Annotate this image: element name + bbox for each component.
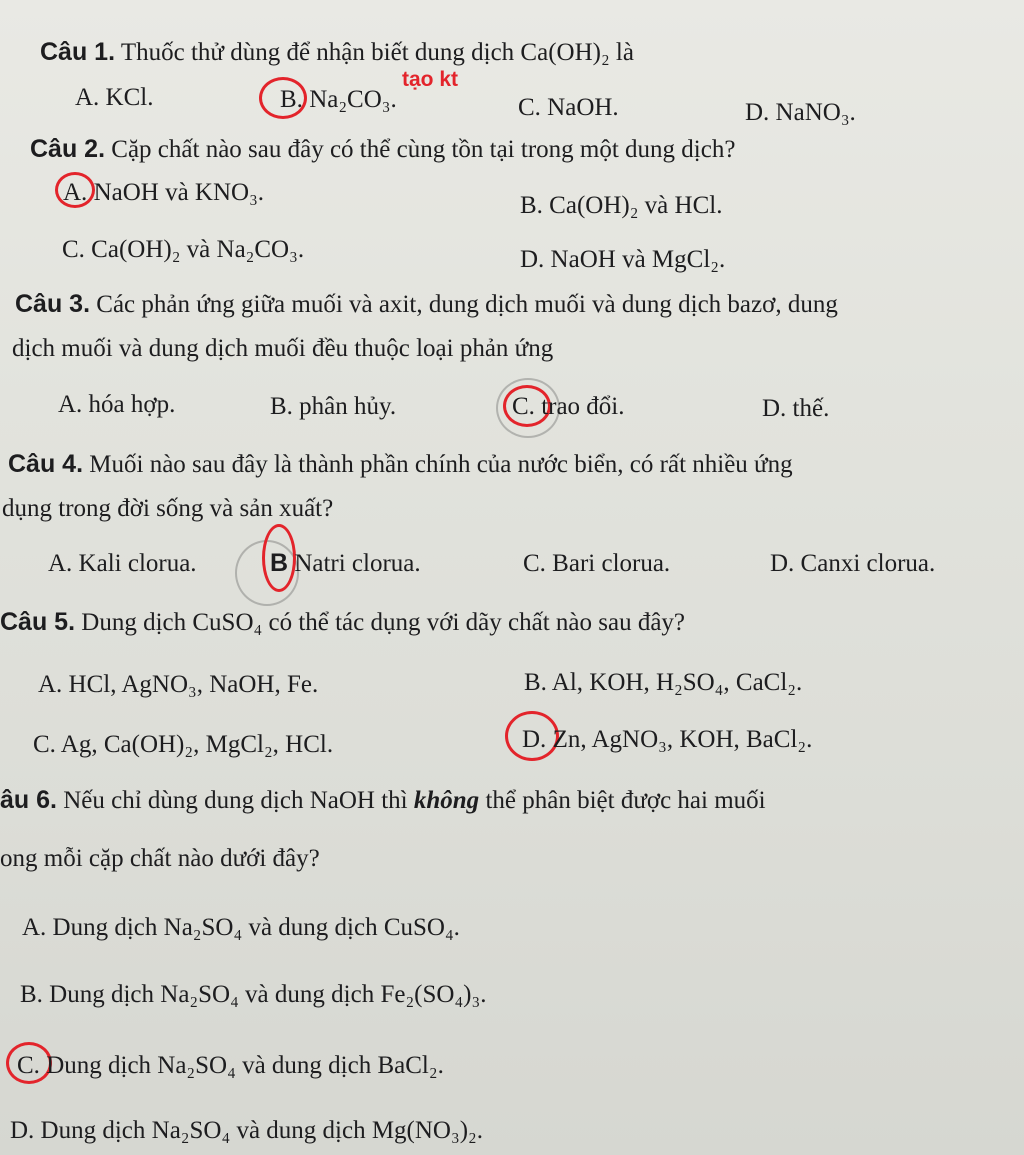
q4-option-b-label: B — [270, 549, 289, 577]
q2-option-a — [63, 180, 264, 205]
q4-option-b-text: Natri clorua. — [294, 550, 421, 577]
q5-option-d-label: D. — [522, 726, 547, 753]
handwritten-note: tạo kt — [402, 68, 459, 91]
question-4 — [8, 452, 793, 477]
q3-option-a: A. hóa hợp. — [58, 391, 176, 418]
q1-option-b-label: B. — [280, 86, 303, 113]
q5-option-d-text: Zn, AgNO₃, KOH, BaCl₂. — [552, 726, 813, 753]
q6-option-c-text: Dung dịch Na₂SO₄ và dung dịch BaCl₂. — [46, 1052, 444, 1079]
question-6-text-emphasis: không — [413, 787, 480, 814]
q4-option-c: C. Bari clorua. — [523, 550, 671, 577]
q2-option-a-label: A. — [63, 179, 88, 206]
q1-option-d: D. NaNO₃. — [745, 99, 856, 126]
question-5-label: Câu 5. — [0, 608, 76, 636]
q2-option-d: D. NaOH và MgCl₂. — [520, 246, 726, 273]
q3-option-b: B. phân hủy. — [270, 393, 397, 420]
question-3-text-line2: dịch muối và dung dịch muối đều thuộc loại phản ứng — [12, 335, 554, 362]
q3-option-c-text: trao đổi. — [541, 393, 625, 420]
q6-option-c-label: C. — [17, 1052, 40, 1079]
question-6-text-pre: Nếu chỉ dùng dung dịch NaOH thì — [63, 787, 408, 814]
q6-option-a: A. Dung dịch Na₂SO₄ và dung dịch CuSO₄. — [22, 914, 460, 941]
q1-option-c: C. NaOH. — [518, 94, 619, 121]
question-3-text-line1: Các phản ứng giữa muối và axit, dung dịch muối và dung dịch bazơ, dung — [96, 291, 838, 318]
q1-option-b — [280, 87, 397, 112]
question-4-label: Câu 4. — [8, 450, 84, 478]
q4-option-d: D. Canxi clorua. — [770, 550, 936, 577]
question-2-label: Câu 2. — [30, 135, 106, 163]
q5-option-b: B. Al, KOH, H₂SO₄, CaCl₂. — [524, 669, 803, 696]
question-2 — [30, 137, 735, 162]
q6-option-b: B. Dung dịch Na₂SO₄ và dung dịch Fe₂(SO₄)₃. — [20, 981, 487, 1008]
question-3-label: Câu 3. — [15, 290, 91, 318]
q1-option-b-text: Na₂CO₃. — [309, 86, 397, 113]
question-4-text-line1: Muối nào sau đây là thành phần chính của nước biển, có rất nhiều ứng — [89, 451, 793, 478]
q6-option-d: D. Dung dịch Na₂SO₄ và dung dịch Mg(NO₃)₂. — [10, 1117, 483, 1144]
question-3 — [15, 292, 838, 317]
question-1-text: Thuốc thử dùng để nhận biết dung dịch Ca(OH)₂ là — [120, 39, 634, 66]
question-4-text-line2: dụng trong đời sống và sản xuất? — [2, 495, 334, 522]
question-6-text-post: thể phân biệt được hai muối — [485, 787, 766, 814]
q3-option-c — [512, 394, 625, 419]
question-2-text: Cặp chất nào sau đây có thể cùng tồn tại trong một dung dịch? — [111, 136, 736, 163]
question-6-label: âu 6. — [0, 786, 57, 814]
q1-option-a: A. KCl. — [75, 84, 154, 111]
q4-option-a: A. Kali clorua. — [48, 550, 197, 577]
q3-option-d: D. thế. — [762, 395, 830, 422]
question-1 — [40, 40, 634, 65]
q2-option-a-text: NaOH và KNO₃. — [93, 179, 265, 206]
question-6 — [0, 788, 766, 813]
question-6-text-line2: ong mỗi cặp chất nào dưới đây? — [0, 845, 320, 872]
q2-option-b: B. Ca(OH)₂ và HCl. — [520, 192, 723, 219]
question-5 — [0, 610, 685, 635]
q5-option-d — [522, 727, 812, 752]
q4-option-b — [270, 551, 421, 576]
question-1-label: Câu 1. — [40, 38, 116, 66]
q3-option-c-label: C. — [512, 393, 535, 420]
question-5-text: Dung dịch CuSO₄ có thể tác dụng với dãy chất nào sau đây? — [81, 609, 686, 636]
q5-option-c: C. Ag, Ca(OH)₂, MgCl₂, HCl. — [33, 731, 334, 758]
q5-option-a: A. HCl, AgNO₃, NaOH, Fe. — [38, 671, 319, 698]
q6-option-c — [17, 1053, 444, 1078]
q2-option-c: C. Ca(OH)₂ và Na₂CO₃. — [62, 236, 305, 263]
